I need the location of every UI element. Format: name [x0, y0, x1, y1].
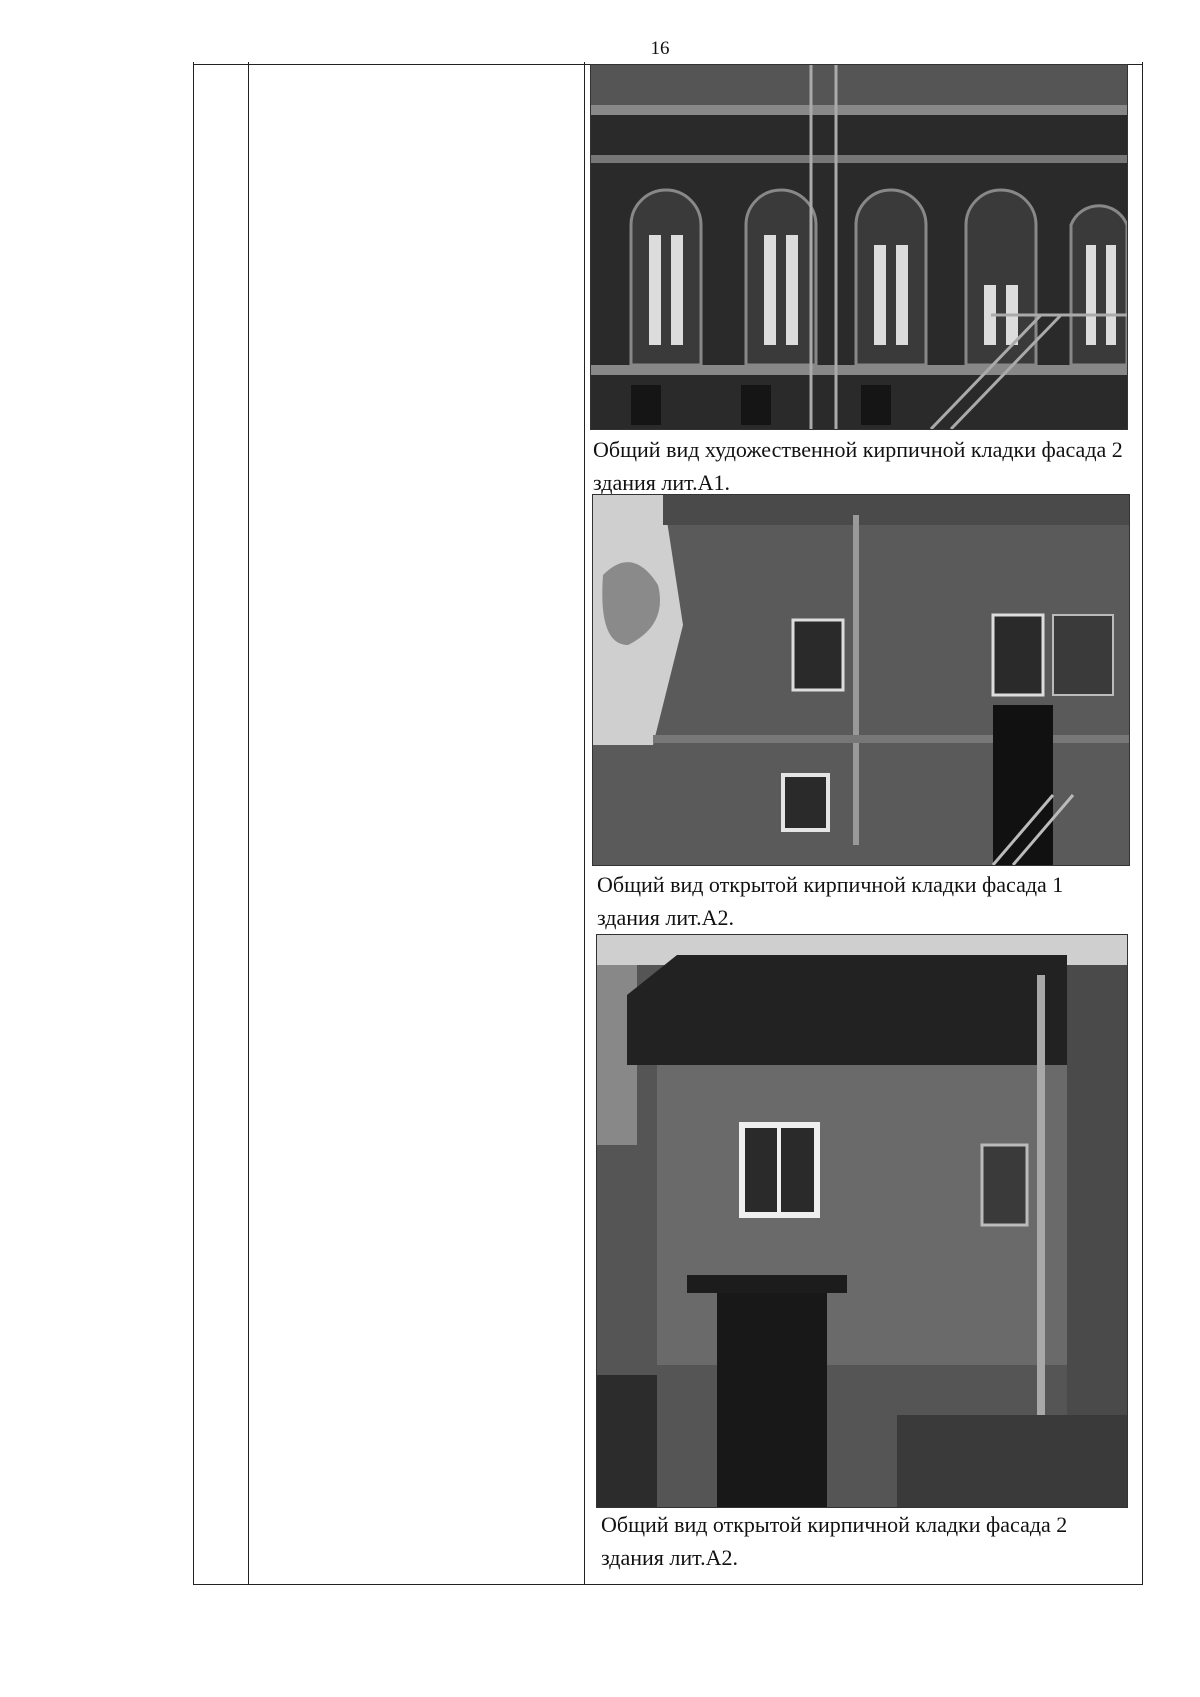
- table-left-border: [193, 62, 194, 1585]
- facade-image-2: [593, 495, 1129, 865]
- facade-photo-1: [590, 64, 1128, 430]
- table-bottom-border: [193, 1584, 1143, 1585]
- facade-photo-2: [592, 494, 1130, 866]
- photo-caption-2: Общий вид открытой кирпичной кладки фасада 1 здания лит.А2.: [597, 872, 1064, 930]
- facade-image-3: [597, 935, 1127, 1507]
- photo-caption-1: Общий вид художественной кирпичной кладки фасада 2 здания лит.А1.: [593, 437, 1123, 495]
- facade-image-1: [591, 65, 1127, 429]
- column-divider-2: [584, 62, 585, 1585]
- photo-caption-3: Общий вид открытой кирпичной кладки фасада 2 здания лит.А2.: [601, 1512, 1068, 1570]
- table-right-border: [1142, 62, 1143, 1585]
- page-number: 16: [650, 38, 670, 59]
- column-divider-1: [248, 62, 249, 1585]
- facade-photo-3: [596, 934, 1128, 1508]
